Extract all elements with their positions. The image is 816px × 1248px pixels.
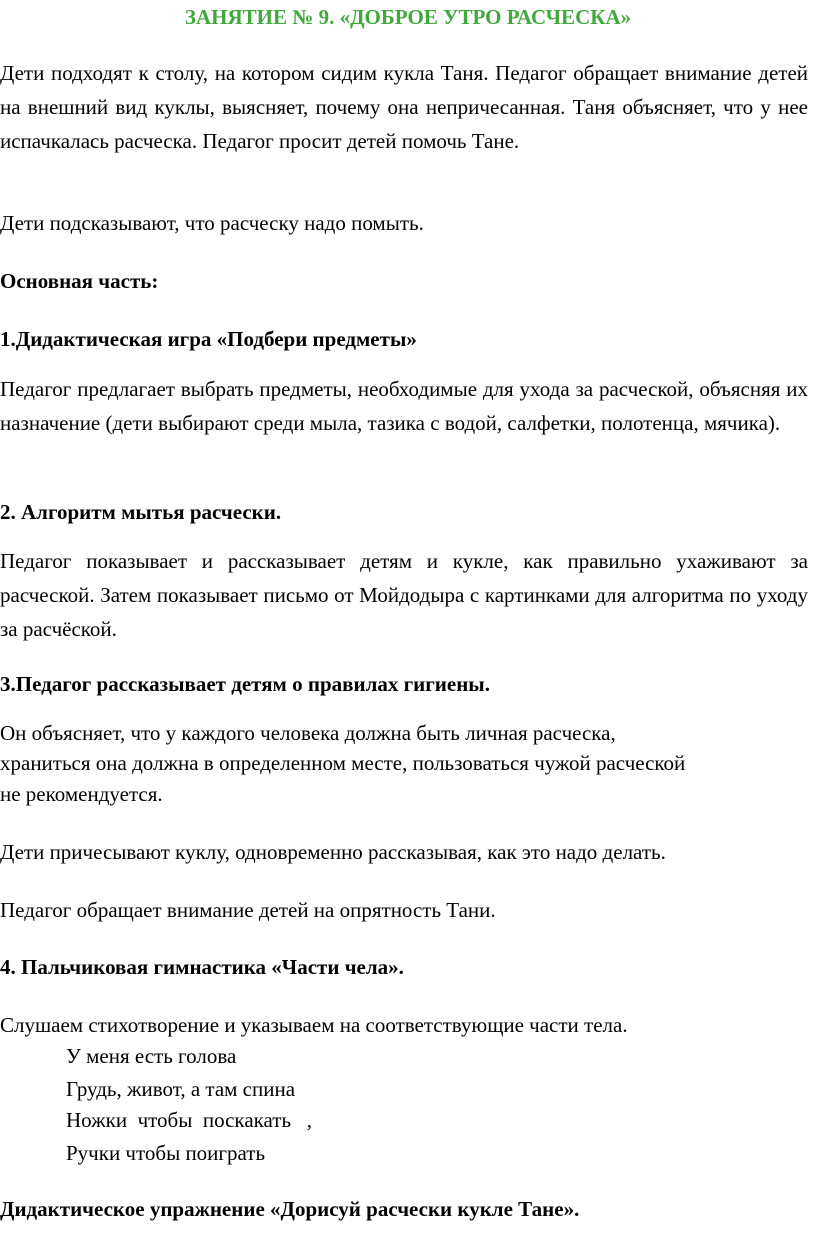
- neatness-paragraph: Педагог обращает внимание детей на опрятность Тани.: [0, 898, 496, 922]
- section-1-heading: 1.Дидактическая игра «Подбери предметы»: [0, 327, 417, 351]
- section-4-heading: 4. Пальчиковая гимнастика «Части чела».: [0, 955, 404, 979]
- final-exercise-heading: Дидактическое упражнение «Дорисуй расчески кукле Тане».: [0, 1197, 580, 1221]
- poem-line-1: У меня есть голова: [66, 1044, 237, 1068]
- hint-paragraph: Дети подсказывают, что расческу надо помыть.: [0, 211, 424, 235]
- poem-intro-paragraph: Слушаем стихотворение и указываем на соответствующие части тела.: [0, 1013, 628, 1037]
- section-3-line-2: храниться она должна в определенном месте, пользоваться чужой расческой: [0, 751, 686, 775]
- main-part-heading: Основная часть:: [0, 269, 159, 293]
- section-2-heading: 2. Алгоритм мытья расчески.: [0, 500, 282, 524]
- section-3-heading: 3.Педагог рассказывает детям о правилах гигиены.: [0, 672, 490, 696]
- section-3-line-1: Он объясняет, что у каждого человека должна быть личная расческа,: [0, 721, 616, 745]
- section-3-line-3: не рекомендуется.: [0, 782, 163, 806]
- intro-paragraph: Дети подходят к столу, на котором сидим кукла Таня. Педагог обращает внимание детей на внешний вид куклы, выясняет, почему она непричесанная. Таня объясняет, что у нее испачкалась расческа. Педагог просит детей помочь Тане.: [0, 61, 808, 153]
- document-title: ЗАНЯТИЕ № 9. «ДОБРОЕ УТРО РАСЧЕСКА»: [184, 5, 632, 29]
- combing-paragraph: Дети причесывают куклу, одновременно рассказывая, как это надо делать.: [0, 840, 666, 864]
- poem-line-2: Грудь, живот, а там спина: [66, 1077, 296, 1101]
- poem-line-4: Ручки чтобы поиграть: [66, 1141, 266, 1165]
- section-1-paragraph: Педагог предлагает выбрать предметы, необходимые для ухода за расческой, объясняя их назначение (дети выбирают среди мыла, тазика с водой, салфетки, полотенца, мячика).: [0, 377, 808, 435]
- section-2-paragraph: Педагог показывает и рассказывает детям и кукле, как правильно ухаживают за расческой. Затем показывает письмо от Мойдодыра с картинками для алгоритма по уходу за расчёской.: [0, 549, 808, 641]
- poem-line-3: Ножки чтобы поскакать ,: [66, 1108, 313, 1132]
